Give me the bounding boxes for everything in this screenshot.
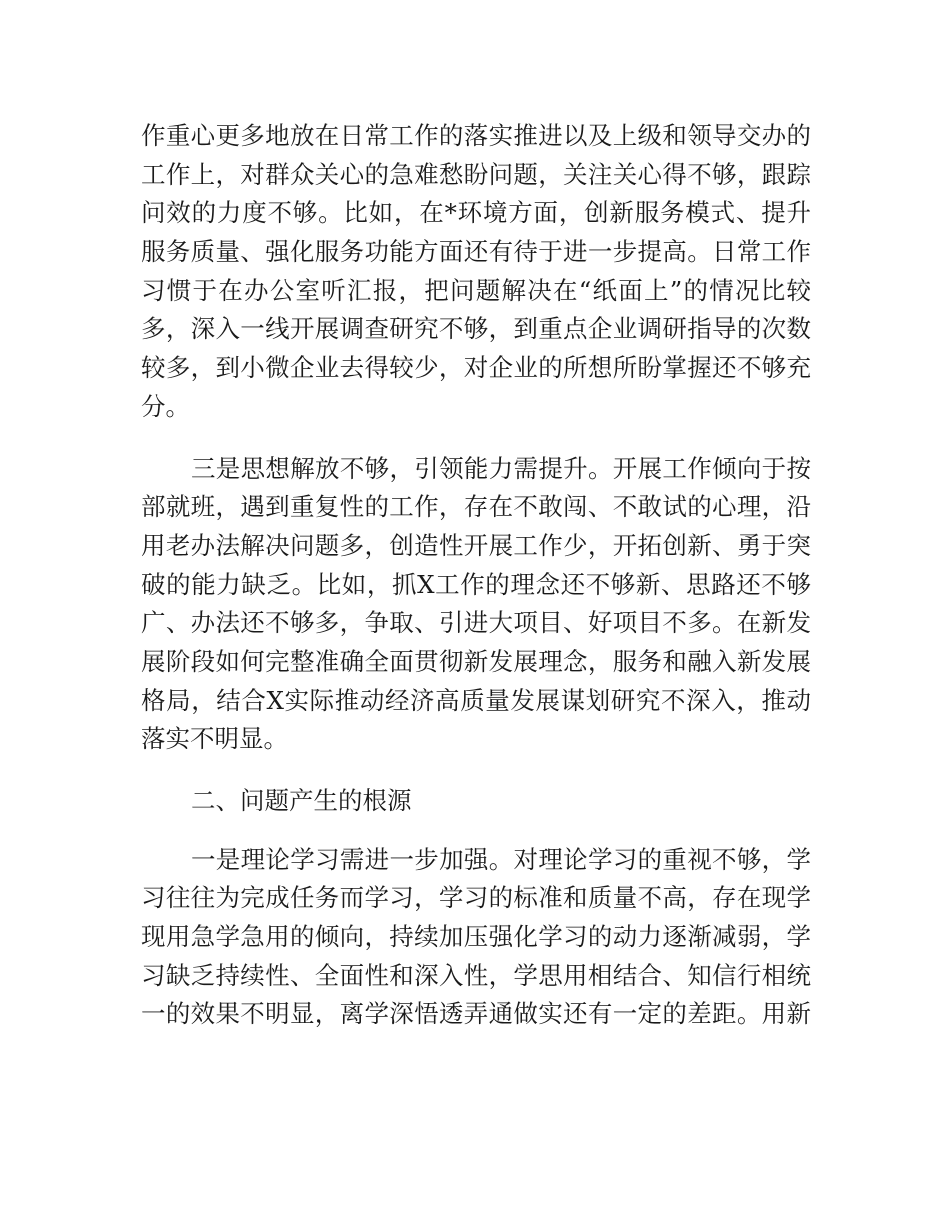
paragraph-point-three [141,450,811,760]
text-line: 服务质量、强化服务功能方面还有待于进一步提高。日常工作 [141,237,811,267]
paragraph-spacer [141,427,811,450]
text-line: 破的能力缺乏。比如，抓X工作的理念还不够新、思路还不够 [141,569,811,599]
text-line: 作重心更多地放在日常工作的落实推进以及上级和领导交办的 [141,121,811,150]
text-line: 习缺乏持续性、全面性和深入性，学思用相结合、知信行相统 [141,960,811,990]
text-line: 现用急学急用的倾向，持续加压强化学习的动力逐渐减弱，学 [141,922,811,952]
text-line: 三是思想解放不够，引领能力需提升。开展工作倾向于按 [191,453,811,483]
text-line: 广、办法还不够多，争取、引进大项目、好项目不多。在新发 [141,608,811,638]
text-line: 问效的力度不够。比如，在*环境方面，创新服务模式、提升 [141,198,811,228]
text-line: 习惯于在办公室听汇报，把问题解决在“纸面上”的情况比较 [141,275,811,305]
text-line: 部就班，遇到重复性的工作，存在不敢闯、不敢试的心理，沿 [141,492,811,522]
text-line: 落实不明显。 [141,724,288,754]
text-line: 多，深入一线开展调查研究不够，到重点企业调研指导的次数 [141,314,811,344]
text-line: 工作上，对群众关心的急难愁盼问题，关注关心得不够，跟踪 [141,159,811,189]
text-line: 较多，到小微企业去得较少，对企业的所想所盼掌握还不够充 [141,353,811,383]
section-heading-text: 二、问题产生的根源 [191,786,412,815]
document-body [141,117,811,1034]
text-line: 习往往为完成任务而学习，学习的标准和质量不高，存在现学 [141,883,811,913]
text-line: 分。 [141,391,190,421]
paragraph-continuation [141,117,811,427]
text-line: 展阶段如何完整准确全面贯彻新发展理念，服务和融入新发展 [141,646,811,676]
section-heading [141,782,811,821]
paragraph-spacer [141,821,811,841]
paragraph-point-one [141,841,811,1034]
text-line: 格局，结合X实际推动经济高质量发展谋划研究不深入，推动 [141,685,811,715]
paragraph-spacer [141,759,811,782]
text-line: 用老办法解决问题多，创造性开展工作少，开拓创新、勇于突 [141,530,811,560]
text-line: 一的效果不明显，离学深悟透弄通做实还有一定的差距。用新 [141,999,811,1029]
text-line: 一是理论学习需进一步加强。对理论学习的重视不够，学 [191,844,811,874]
